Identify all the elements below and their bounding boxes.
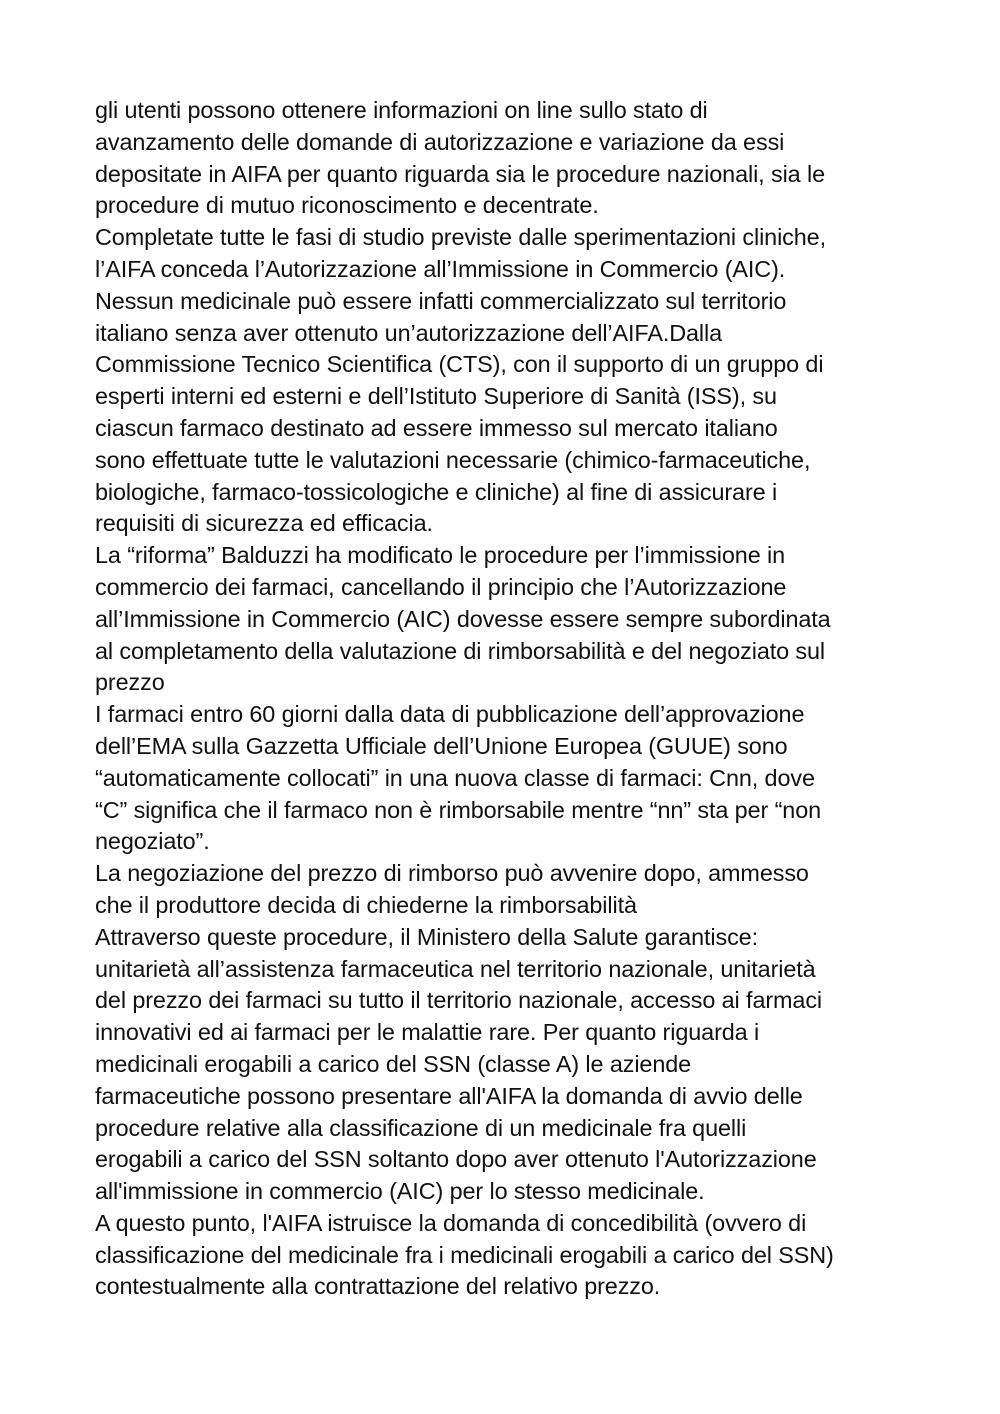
text-line: gli utenti possono ottenere informazioni on line sullo stato di — [95, 97, 708, 123]
text-line: avanzamento delle domande di autorizzazione e variazione da essi — [95, 128, 785, 155]
text-line: farmaceutiche possono presentare all'AIFA la domanda di avvio delle — [95, 1082, 803, 1109]
text-line: esperti interni ed esterni e dell’Istituto Superiore di Sanità (ISS), su — [95, 383, 777, 410]
text-line: unitarietà all’assistenza farmaceutica nel territorio nazionale, unitarietà — [95, 955, 816, 982]
text-line: “C” significa che il farmaco non è rimborsabile mentre “nn” sta per “non — [95, 796, 822, 823]
text-line: procedure relative alla classificazione di un medicinale fra quelli — [95, 1114, 747, 1141]
text-line: Nessun medicinale può essere infatti commercializzato sul territorio — [95, 287, 787, 314]
text-line: A questo punto, l'AIFA istruisce la domanda di concedibilità (ovvero di — [95, 1209, 807, 1236]
text-line: procedure di mutuo riconoscimento e decentrate. — [95, 192, 599, 219]
text-line: innovativi ed ai farmaci per le malattie rare. Per quanto riguarda i — [95, 1019, 760, 1046]
text-line: classificazione del medicinale fra i medicinali erogabili a carico del SSN) — [95, 1241, 834, 1268]
text-line: del prezzo dei farmaci su tutto il territorio nazionale, accesso ai farmaci — [95, 987, 823, 1014]
text-line: requisiti di sicurezza ed efficacia. — [95, 510, 433, 537]
text-line: al completamento della valutazione di rimborsabilità e del negoziato sul — [95, 637, 826, 664]
text-line: sono effettuate tutte le valutazioni necessarie (chimico-farmaceutiche, — [95, 446, 811, 473]
body-text — [95, 95, 910, 1303]
text-line: prezzo — [95, 669, 165, 696]
text-line: all'immissione in commercio (AIC) per lo stesso medicinale. — [95, 1178, 705, 1205]
text-line: La “riforma” Balduzzi ha modificato le procedure per l’immissione in — [95, 542, 786, 569]
text-line: dell’EMA sulla Gazzetta Ufficiale dell’Unione Europea (GUUE) sono — [95, 732, 788, 759]
text-line: italiano senza aver ottenuto un’autorizzazione dell’AIFA.Dalla — [95, 319, 723, 346]
text-line: La negoziazione del prezzo di rimborso può avvenire dopo, ammesso — [95, 860, 809, 887]
text-line: all’Immissione in Commercio (AIC) dovesse essere sempre subordinata — [95, 605, 831, 632]
text-line: contestualmente alla contrattazione del relativo prezzo. — [95, 1273, 661, 1300]
text-line: medicinali erogabili a carico del SSN (classe A) le aziende — [95, 1050, 692, 1077]
text-line: Commissione Tecnico Scientifica (CTS), con il supporto di un gruppo di — [95, 351, 824, 378]
text-line: ciascun farmaco destinato ad essere immesso sul mercato italiano — [95, 414, 778, 441]
text-line: Attraverso queste procedure, il Ministero della Salute garantisce: — [95, 923, 758, 950]
text-line: commercio dei farmaci, cancellando il principio che l’Autorizzazione — [95, 573, 787, 600]
text-line: I farmaci entro 60 giorni dalla data di pubblicazione dell’approvazione — [95, 701, 805, 728]
text-line: Completate tutte le fasi di studio previste dalle sperimentazioni cliniche, — [95, 224, 826, 251]
text-line: biologiche, farmaco-tossicologiche e cliniche) al fine di assicurare i — [95, 478, 778, 505]
text-line: negoziato”. — [95, 828, 210, 855]
text-line: “automaticamente collocati” in una nuova classe di farmaci: Cnn, dove — [95, 764, 815, 791]
text-line: l’AIFA conceda l’Autorizzazione all’Immissione in Commercio (AIC). — [95, 255, 786, 282]
text-line: che il produttore decida di chiederne la rimborsabilità — [95, 891, 637, 918]
text-line: depositate in AIFA per quanto riguarda sia le procedure nazionali, sia le — [95, 160, 825, 187]
text-line: erogabili a carico del SSN soltanto dopo aver ottenuto l'Autorizzazione — [95, 1146, 817, 1173]
